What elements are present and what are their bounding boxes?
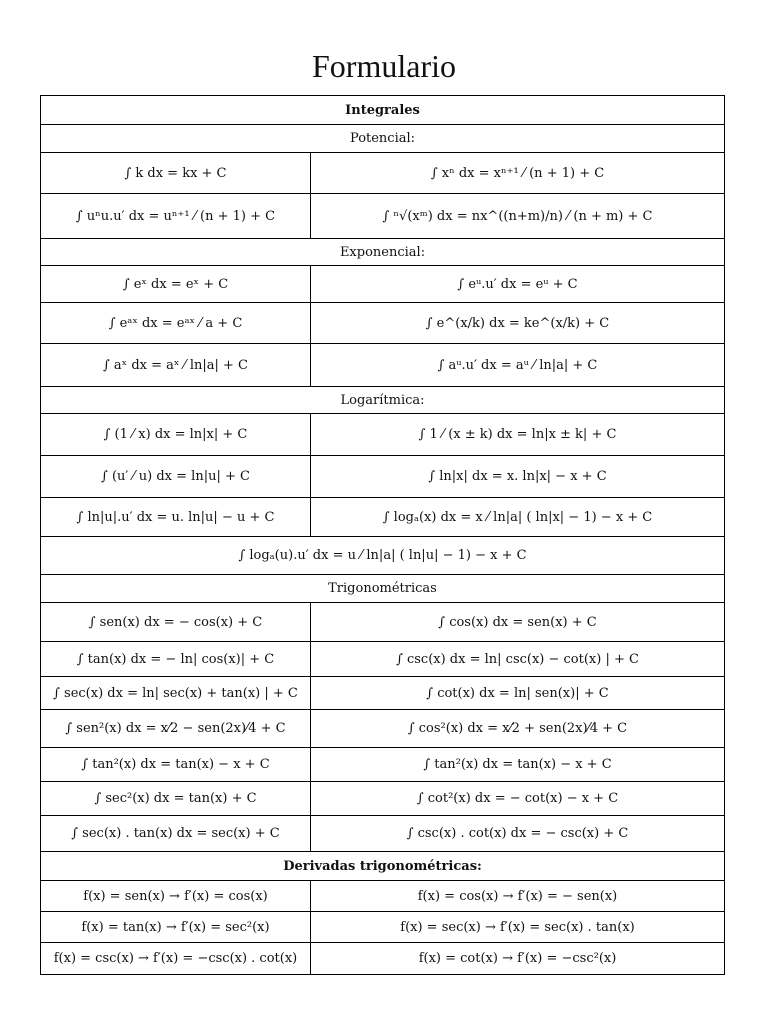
formula-cell-wide: ∫ logₐ(u).u′ dx = u ⁄ ln|a| ( ln|u| − 1) − x + C (41, 537, 725, 575)
formula-cell: ∫ aᵘ.u′ dx = aᵘ ⁄ ln|a| + C (311, 344, 725, 387)
section-label-logaritmica: Logarítmica: (41, 387, 725, 414)
formula-cell: ∫ ln|x| dx = x. ln|x| − x + C (311, 456, 725, 498)
formula-cell: ∫ csc(x) . cot(x) dx = − csc(x) + C (311, 816, 725, 852)
formula-cell: ∫ sen²(x) dx = x⁄2 − sen(2x)⁄4 + C (41, 710, 311, 748)
formula-cell: f(x) = tan(x) → f′(x) = sec²(x) (41, 912, 311, 943)
formula-cell: ∫ uⁿu.u′ dx = uⁿ⁺¹ ⁄ (n + 1) + C (41, 194, 311, 239)
formula-cell: f(x) = sec(x) → f′(x) = sec(x) . tan(x) (311, 912, 725, 943)
formula-cell: ∫ aˣ dx = aˣ ⁄ ln|a| + C (41, 344, 311, 387)
section-label-exponencial: Exponencial: (41, 239, 725, 266)
formula-cell: ∫ cot²(x) dx = − cot(x) − x + C (311, 782, 725, 816)
formula-cell: ∫ eˣ dx = eˣ + C (41, 266, 311, 303)
formula-cell: ∫ tan²(x) dx = tan(x) − x + C (311, 748, 725, 782)
section-label-potencial: Potencial: (41, 125, 725, 153)
formula-cell: ∫ csc(x) dx = ln| csc(x) − cot(x) | + C (311, 642, 725, 677)
formula-cell: ∫ ln|u|.u′ dx = u. ln|u| − u + C (41, 498, 311, 537)
formula-cell: ∫ e^(x/k) dx = ke^(x/k) + C (311, 303, 725, 344)
page-title: Formulario (312, 48, 456, 84)
formula-cell: f(x) = cot(x) → f′(x) = −csc²(x) (311, 943, 725, 975)
formula-cell: ∫ 1 ⁄ (x ± k) dx = ln|x ± k| + C (311, 414, 725, 456)
formula-cell: ∫ sec²(x) dx = tan(x) + C (41, 782, 311, 816)
formula-cell: f(x) = csc(x) → f′(x) = −csc(x) . cot(x) (41, 943, 311, 975)
formula-cell: ∫ eᵘ.u′ dx = eᵘ + C (311, 266, 725, 303)
section-header-integrales: Integrales (41, 96, 725, 125)
formula-table (40, 95, 725, 975)
formula-cell: ∫ xⁿ dx = xⁿ⁺¹ ⁄ (n + 1) + C (311, 153, 725, 194)
formula-cell: ∫ logₐ(x) dx = x ⁄ ln|a| ( ln|x| − 1) − x + C (311, 498, 725, 537)
formula-cell: ∫ k dx = kx + C (41, 153, 311, 194)
section-label-trigonometricas: Trigonométricas (41, 575, 725, 603)
formula-cell: ∫ tan²(x) dx = tan(x) − x + C (41, 748, 311, 782)
formula-cell: ∫ sec(x) . tan(x) dx = sec(x) + C (41, 816, 311, 852)
formula-cell: ∫ tan(x) dx = − ln| cos(x)| + C (41, 642, 311, 677)
formula-cell: ∫ cos²(x) dx = x⁄2 + sen(2x)⁄4 + C (311, 710, 725, 748)
formula-cell: ∫ sen(x) dx = − cos(x) + C (41, 603, 311, 642)
formula-cell: f(x) = cos(x) → f′(x) = − sen(x) (311, 881, 725, 912)
formula-cell: ∫ (u′ ⁄ u) dx = ln|u| + C (41, 456, 311, 498)
formula-cell: ∫ ⁿ√(xᵐ) dx = nx^((n+m)/n) ⁄ (n + m) + C (311, 194, 725, 239)
section-header-derivadas: Derivadas trigonométricas: (41, 852, 725, 881)
formula-cell: f(x) = sen(x) → f′(x) = cos(x) (41, 881, 311, 912)
formula-cell: ∫ (1 ⁄ x) dx = ln|x| + C (41, 414, 311, 456)
formula-cell: ∫ sec(x) dx = ln| sec(x) + tan(x) | + C (41, 677, 311, 710)
formula-cell: ∫ cot(x) dx = ln| sen(x)| + C (311, 677, 725, 710)
formula-cell: ∫ eᵃˣ dx = eᵃˣ ⁄ a + C (41, 303, 311, 344)
formula-cell: ∫ cos(x) dx = sen(x) + C (311, 603, 725, 642)
